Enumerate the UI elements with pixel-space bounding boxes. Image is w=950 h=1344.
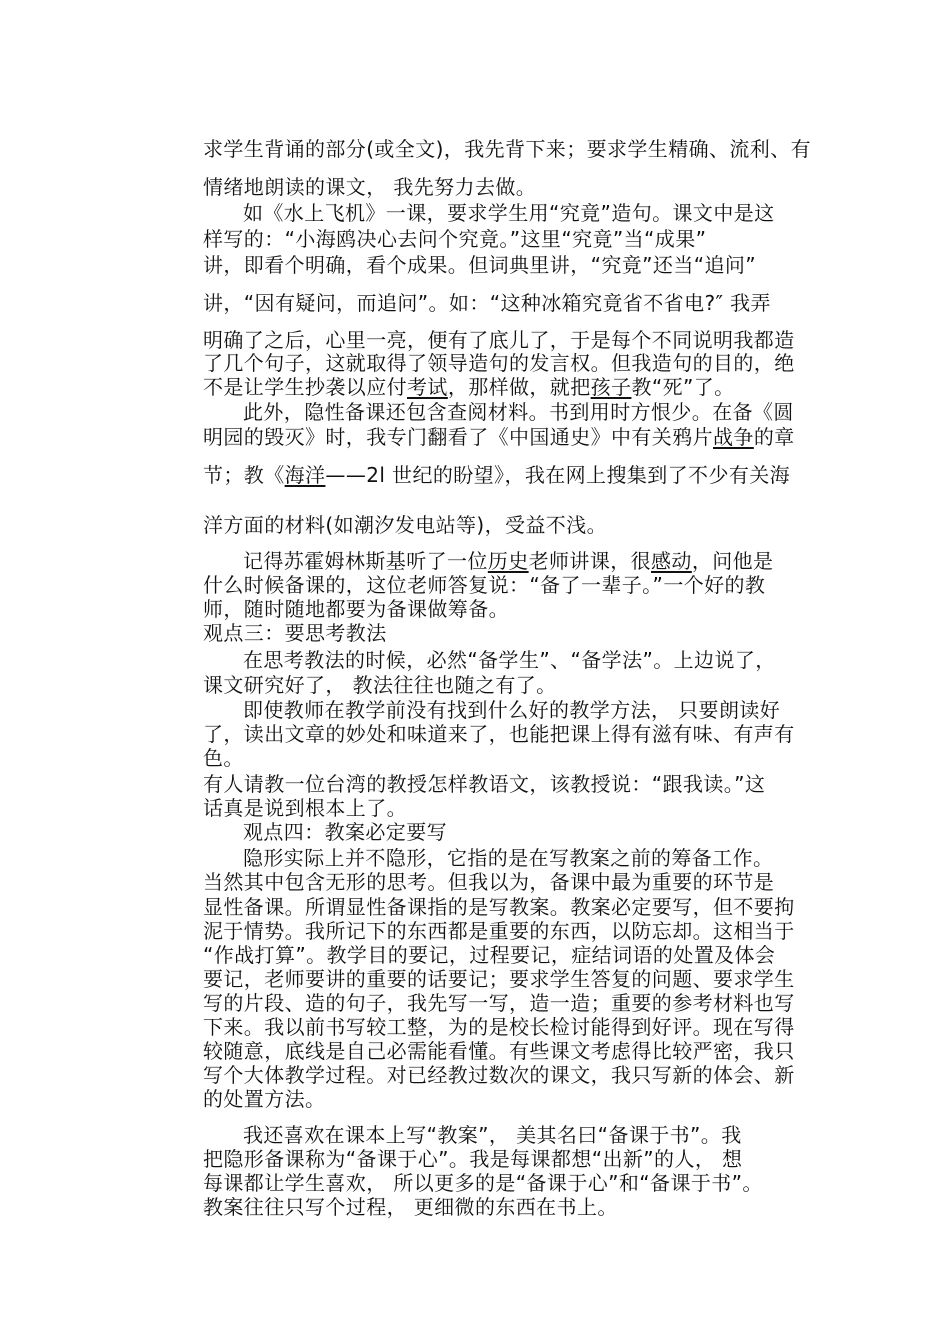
text-segment: “作战打算”。教学目的要记，过程要记，症结词语的处置及体会: [203, 943, 776, 967]
text-segment: 泥于情势。我所记下的东西都是重要的东西，以防忘却。这相当于: [203, 919, 795, 943]
text-segment: 的处置方法。: [203, 1087, 326, 1111]
text-segment: 教“死”了。: [631, 375, 735, 399]
text-line: [203, 1147, 742, 1171]
text-line: [243, 1123, 742, 1147]
text-line: [203, 253, 756, 277]
text-segment: 显性备课。所谓显性备课指的是写教案。教案必定要写，但不要拘: [203, 895, 795, 919]
text-segment: 观点三：要思考教法: [203, 621, 387, 645]
text-line: [203, 1039, 795, 1063]
text-line: [203, 943, 775, 967]
text-segment: 求学生背诵的部分(或全文)，我先背下来；要求学生精确、流利、有: [203, 137, 812, 161]
text-line: [203, 351, 795, 375]
text-segment: 此外，隐性备课还包含查阅材料。书到用时方恨少。在备《圆: [243, 400, 794, 424]
underlined-link-text: 感动: [651, 549, 692, 573]
text-segment: 在思考教法的时候，必然“备学生”、“备学法”。上边说了，: [243, 648, 776, 672]
text-line: [203, 870, 774, 894]
text-line: [243, 201, 775, 225]
text-line: [203, 991, 795, 1015]
text-line: [203, 513, 607, 537]
text-line: [203, 291, 771, 315]
text-segment: 较随意，底线是自己必需能看懂。有些课文考虑得比较严密，我只: [203, 1039, 795, 1063]
text-line: [243, 698, 780, 722]
text-line: [203, 227, 706, 251]
text-segment: 观点四：教案必定要写: [243, 820, 447, 844]
text-segment: 有人请教一位台湾的教授怎样教语文，该教授说：“跟我读。”这: [203, 772, 766, 796]
text-segment: 明园的毁灭》时，我专门翻看了《中国通史》中有关鸦片: [203, 425, 713, 449]
underlined-link-text: 历史: [487, 549, 529, 573]
text-segment: 我还喜欢在课本上写“教案”， 美其名曰“备课于书”。我: [243, 1123, 742, 1147]
text-line: [203, 425, 795, 449]
text-segment: 不是让学生抄袭以应付: [203, 375, 407, 399]
text-line: [203, 796, 407, 820]
text-line: [203, 967, 795, 991]
text-line: [203, 746, 244, 770]
text-segment: 了几个句子，这就取得了领导造句的发言权。但我造句的目的，绝: [203, 351, 795, 375]
text-line: [203, 463, 790, 487]
text-line: [203, 175, 536, 199]
text-segment: 明确了之后，心里一亮，便有了底儿了，于是每个不同说明我都造: [203, 328, 795, 352]
text-line: [203, 328, 795, 352]
text-segment: 老师讲课，很: [528, 549, 652, 573]
text-segment: 隐形实际上并不隐形，它指的是在写教案之前的筹备工作。: [243, 846, 774, 870]
text-line: [203, 772, 765, 796]
text-line: [203, 621, 387, 645]
text-segment: 如《水上飞机》一课，要求学生用“究竟”造句。课文中是这: [243, 201, 775, 225]
text-segment: 每课都让学生喜欢， 所以更多的是“备课于心”和“备课于书”。: [203, 1171, 763, 1195]
text-segment: 了，读出文章的妙处和味道来了，也能把课上得有滋有味、有声有: [203, 722, 795, 746]
text-segment: 教案往往只写个过程， 更细微的东西在书上。: [203, 1195, 618, 1219]
text-segment: 情绪地朗读的课文， 我先努力去做。: [203, 175, 537, 199]
text-segment: 什么时候备课的，这位老师答复说：“备了一辈子。”一个好的教: [203, 573, 766, 597]
text-segment: ，问他是: [691, 549, 774, 573]
text-segment: 话真是说到根本上了。: [203, 796, 407, 820]
text-segment: 节；教《: [203, 463, 285, 487]
text-line: [243, 549, 773, 573]
text-segment: 色。: [203, 746, 244, 770]
text-line: [203, 137, 811, 161]
underlined-link-text: 海洋: [284, 463, 326, 487]
text-line: [203, 1087, 325, 1111]
text-segment: 当然其中包含无形的思考。但我以为，备课中最为重要的环节是: [203, 870, 775, 894]
text-segment: 样写的：“小海鸥决心去问个究竟。”这里“究竟”当“成果”: [203, 227, 707, 251]
text-line: [203, 722, 795, 746]
text-line: [203, 375, 735, 399]
text-segment: 即使教师在教学前没有找到什么好的教学方法， 只要朗读好: [243, 698, 781, 722]
text-line: [203, 597, 509, 621]
text-segment: 课文研究好了， 教法往往也随之有了。: [203, 673, 557, 697]
text-segment: 写个大体教学过程。对已经教过数次的课文，我只写新的体会、新: [203, 1063, 795, 1087]
text-line: [243, 820, 447, 844]
underlined-link-text: 考试: [407, 375, 448, 399]
text-segment: 讲，即看个明确，看个成果。但词典里讲，“究竟”还当“追问”: [203, 253, 757, 277]
text-segment: 师，随时随地都要为备课做筹备。: [203, 597, 509, 621]
text-line: [203, 1015, 795, 1039]
text-line: [203, 919, 795, 943]
text-segment: 讲，“因有疑问，而追问”。如：“这种冰箱究竟省不省电?″ 我弄: [203, 291, 771, 315]
underlined-link-text: 孩子: [590, 375, 632, 399]
text-line: [203, 895, 795, 919]
text-line: [203, 1195, 618, 1219]
text-segment: 洋方面的材料(如潮汐发电站等)，受益不浅。: [203, 513, 608, 537]
text-line: [243, 648, 776, 672]
text-line: [203, 1063, 795, 1087]
text-segment: 写的片段、造的句子，我先写一写，造一造；重要的参考材料也写: [203, 991, 795, 1015]
text-segment: 记得苏霍姆林斯基听了一位: [243, 549, 488, 573]
text-segment: ，那样做，就把: [447, 375, 591, 399]
text-line: [203, 573, 765, 597]
text-segment: ——2l 世纪的盼望》，我在网上搜集到了不少有关海: [325, 463, 791, 487]
text-segment: 下来。我以前书写较工整，为的是校长检讨能得到好评。现在写得: [203, 1015, 795, 1039]
text-segment: 要记，老师要讲的重要的话要记；要求学生答复的问题、要求学生: [203, 967, 795, 991]
text-line: [243, 400, 794, 424]
text-line: [203, 673, 557, 697]
underlined-link-text: 战争: [713, 425, 754, 449]
text-line: [203, 1171, 763, 1195]
text-segment: 的章: [753, 425, 795, 449]
text-line: [243, 846, 773, 870]
text-segment: 把隐形备课称为“备课于心”。我是每课都想“出新”的人， 想: [203, 1147, 743, 1171]
